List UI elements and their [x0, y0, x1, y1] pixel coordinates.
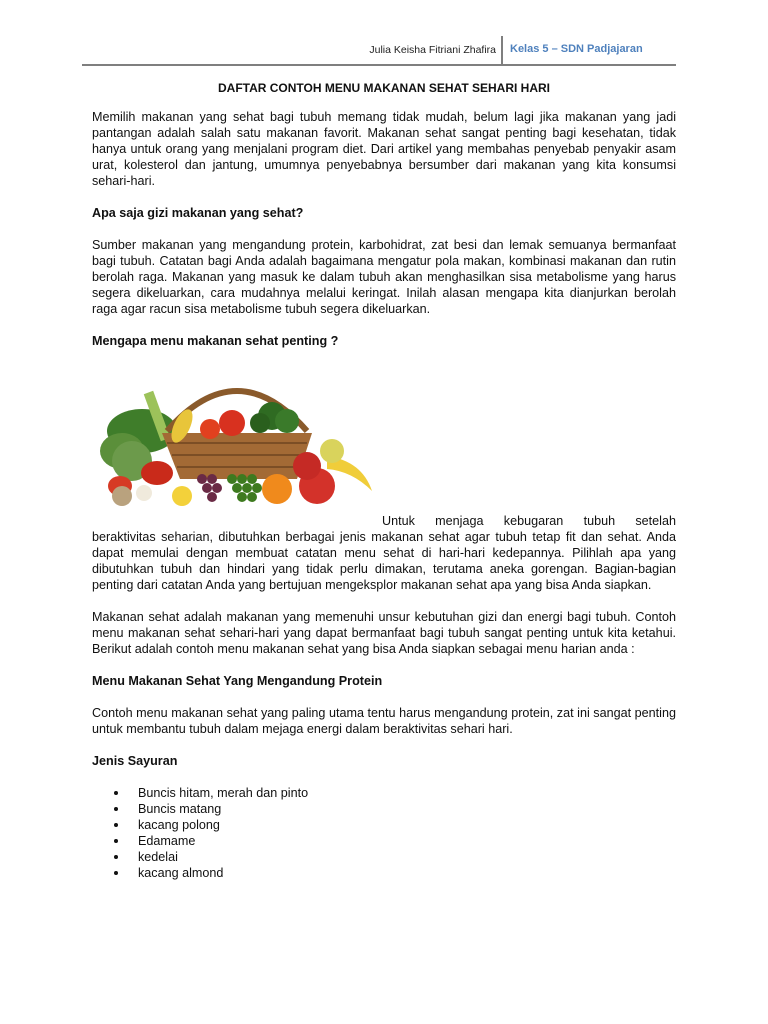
section-heading-vegetables: Jenis Sayuran: [92, 754, 178, 768]
healthy-food-paragraph: Makanan sehat adalah makanan yang memenuhi unsur kebutuhan gizi dan energi bagi tubuh. Contoh menu makanan sehat sehari-hari yang dapat bermanfaat bagi tubuh sangat penting untuk kita ketahui. Berikut adalah contoh menu makanan sehat yang bisa Anda siapkan sebagai menu harian anda :: [92, 610, 676, 656]
figure-row: [92, 361, 676, 513]
vegetable-list: [92, 785, 676, 881]
nutrition-paragraph: Sumber makanan yang mengandung protein, karbohidrat, zat besi dan lemak semuanya bermanfaat bagi tubuh. Catatan bagi Anda adalah bagaimana mengatur pola makan, kombinasi makanan dan rutin berolah raga. Makanan yang masuk ke dalam tubuh akan menghasilkan sisa metabolisme yang harus segera dikeluarkan, cara mudahnya melalui keringat. Inilah alasan mengapa kita dianjurkan berolah raga agar racun sisa metabolisme tubuh segera dikeluarkan.: [92, 238, 676, 316]
intro-paragraph: Memilih makanan yang sehat bagi tubuh memang tidak mudah, belum lagi jika makanan yang jadi pantangan adalah salah satu makanan favorit. Makanan sehat sangat penting bagi kesehatan, tidak hanya untuk orang yang menjalani program diet. Dari artikel yang membahas penyebab penyakir asam urat, kolesterol dan jantung, umumnya penyebabnya bersumber dari makanan yang kita konsumsi sehari-hari.: [92, 110, 676, 188]
importance-text: Untuk menjaga kebugaran tubuh setelah beraktivitas seharian, dibutuhkan berbagai jenis makanan sehat agar tubuh tetap fit dan sehat. Anda dapat memulai dengan membuat catatan menu sehat di hari-hari kedepannya. Pilihlah apa yang dibutuhkan tubuh dan hindari yang tidak perlu dimakan, terutama aneka gorengan. Bagian-bagian penting dari catatan Anda yang bertujuan mengeksplor makanan sehat apa yang bisa Anda siapkan.: [92, 514, 676, 592]
importance-paragraph: [92, 513, 676, 593]
list-item: kedelai: [138, 849, 676, 865]
header-divider: [501, 36, 503, 64]
list-item: kacang polong: [138, 817, 676, 833]
list-item: Buncis matang: [138, 801, 676, 817]
list-item: Buncis hitam, merah dan pinto: [138, 785, 676, 801]
class-label: Kelas 5 – SDN Padjajaran: [510, 43, 643, 55]
vegetable-basket-image: [92, 361, 382, 511]
page-header: [82, 36, 676, 66]
document-title: DAFTAR CONTOH MENU MAKANAN SEHAT SEHARI HARI: [218, 81, 550, 95]
section-heading-importance: Mengapa menu makanan sehat penting ?: [92, 334, 339, 348]
document-body: [92, 80, 676, 881]
author-name: Julia Keisha Fitriani Zhafira: [369, 44, 496, 56]
section-heading-nutrition: Apa saja gizi makanan yang sehat?: [92, 206, 304, 220]
list-item: Edamame: [138, 833, 676, 849]
list-item: kacang almond: [138, 865, 676, 881]
section-heading-protein: Menu Makanan Sehat Yang Mengandung Protein: [92, 674, 383, 688]
protein-paragraph: Contoh menu makanan sehat yang paling utama tentu harus mengandung protein, zat ini sangat penting untuk membantu tubuh dalam mejaga energi dalam beraktivitas sehari hari.: [92, 706, 676, 736]
